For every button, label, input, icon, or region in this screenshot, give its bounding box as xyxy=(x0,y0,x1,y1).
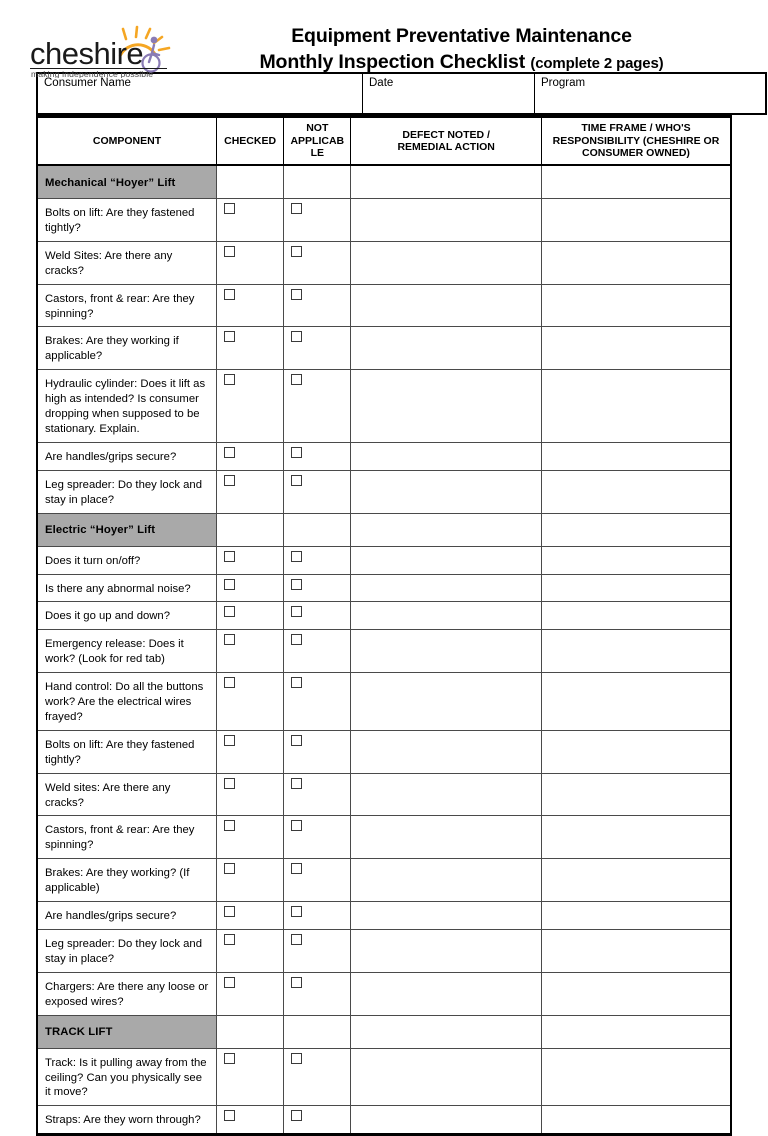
component-label: Are handles/grips secure? xyxy=(37,902,217,930)
table-row xyxy=(37,199,731,242)
section-blank-checked xyxy=(217,165,284,199)
component-label: Chargers: Are there any loose or exposed wires? xyxy=(37,972,217,1015)
form-area xyxy=(0,72,768,1136)
defect-entry-cell[interactable] xyxy=(351,902,542,930)
section-blank-time xyxy=(541,1015,731,1048)
not-applicable-cell[interactable] xyxy=(284,773,351,816)
checkbox-not-applicable[interactable] xyxy=(291,677,302,688)
table-row xyxy=(37,284,731,327)
checked-cell[interactable] xyxy=(217,859,284,902)
defect-entry-cell[interactable] xyxy=(351,602,542,630)
consumer-name-field[interactable] xyxy=(37,73,363,114)
defect-entry-cell[interactable] xyxy=(351,546,542,574)
defect-entry-cell[interactable] xyxy=(351,1106,542,1135)
column-header-defect xyxy=(351,117,542,166)
section-heading: Mechanical “Hoyer” Lift xyxy=(37,165,217,199)
not-applicable-cell[interactable] xyxy=(284,1048,351,1106)
not-applicable-cell[interactable] xyxy=(284,630,351,673)
time-frame-entry-cell[interactable] xyxy=(541,284,731,327)
checkbox-checked[interactable] xyxy=(224,203,235,214)
checkbox-checked[interactable] xyxy=(224,289,235,300)
component-label: Weld Sites: Are there any cracks? xyxy=(37,241,217,284)
section-blank-defect xyxy=(351,513,542,546)
title-line-2-note: (complete 2 pages) xyxy=(530,54,664,72)
not-applicable-cell[interactable] xyxy=(284,730,351,773)
time-frame-entry-cell[interactable] xyxy=(541,199,731,242)
table-row xyxy=(37,773,731,816)
checkbox-not-applicable[interactable] xyxy=(291,820,302,831)
table-row xyxy=(37,327,731,370)
time-frame-entry-cell[interactable] xyxy=(541,930,731,973)
component-label: Leg spreader: Do they lock and stay in place? xyxy=(37,930,217,973)
component-label: Bolts on lift: Are they fastened tightly? xyxy=(37,730,217,773)
page-title xyxy=(203,14,734,75)
not-applicable-cell[interactable] xyxy=(284,546,351,574)
table-row xyxy=(37,574,731,602)
section-blank-checked xyxy=(217,1015,284,1048)
not-applicable-cell[interactable] xyxy=(284,470,351,513)
time-frame-entry-cell[interactable] xyxy=(541,730,731,773)
table-row xyxy=(37,930,731,973)
checked-cell[interactable] xyxy=(217,442,284,470)
checked-cell[interactable] xyxy=(217,930,284,973)
component-label: Bolts on lift: Are they fastened tightly? xyxy=(37,199,217,242)
section-heading: TRACK LIFT xyxy=(37,1015,217,1048)
checkbox-checked[interactable] xyxy=(224,447,235,458)
component-label: Does it turn on/off? xyxy=(37,546,217,574)
defect-line-2: REMEDIAL ACTION xyxy=(397,141,495,153)
checked-cell[interactable] xyxy=(217,470,284,513)
table-row xyxy=(37,442,731,470)
defect-entry-cell[interactable] xyxy=(351,630,542,673)
component-label: Emergency release: Does it work? (Look for red tab) xyxy=(37,630,217,673)
component-label: Castors, front & rear: Are they spinning? xyxy=(37,284,217,327)
checkbox-checked[interactable] xyxy=(224,475,235,486)
table-row xyxy=(37,730,731,773)
component-label: Hand control: Do all the buttons work? Are the electrical wires frayed? xyxy=(37,673,217,731)
component-label: Are handles/grips secure? xyxy=(37,442,217,470)
date-label: Date xyxy=(369,77,394,89)
section-header-row xyxy=(37,165,731,199)
checkbox-checked[interactable] xyxy=(224,579,235,590)
table-row xyxy=(37,859,731,902)
component-label: Brakes: Are they working? (If applicable) xyxy=(37,859,217,902)
table-row xyxy=(37,816,731,859)
section-header-row xyxy=(37,513,731,546)
checked-cell[interactable] xyxy=(217,673,284,731)
checkbox-checked[interactable] xyxy=(224,778,235,789)
time-line-2: RESPONSIBILITY (CHESHIRE OR xyxy=(552,134,720,147)
time-frame-entry-cell[interactable] xyxy=(541,442,731,470)
checked-cell[interactable] xyxy=(217,730,284,773)
component-label: Straps: Are they worn through? xyxy=(37,1106,217,1135)
checkbox-checked[interactable] xyxy=(224,634,235,645)
consumer-info-table xyxy=(36,72,767,115)
table-row xyxy=(37,602,731,630)
defect-entry-cell[interactable] xyxy=(351,284,542,327)
checkbox-checked[interactable] xyxy=(224,934,235,945)
checked-cell[interactable] xyxy=(217,199,284,242)
time-frame-entry-cell[interactable] xyxy=(541,602,731,630)
section-blank-defect xyxy=(351,165,542,199)
component-label: Leg spreader: Do they lock and stay in place? xyxy=(37,470,217,513)
consumer-info-row xyxy=(37,73,766,114)
checkbox-not-applicable[interactable] xyxy=(291,579,302,590)
section-blank-na xyxy=(284,1015,351,1048)
table-row xyxy=(37,630,731,673)
checked-cell[interactable] xyxy=(217,902,284,930)
not-applicable-cell[interactable] xyxy=(284,1106,351,1135)
time-frame-entry-cell[interactable] xyxy=(541,574,731,602)
time-line-1: TIME FRAME / WHO'S xyxy=(581,122,691,135)
checkbox-not-applicable[interactable] xyxy=(291,246,302,257)
section-blank-defect xyxy=(351,1015,542,1048)
checked-cell[interactable] xyxy=(217,1048,284,1106)
table-row xyxy=(37,370,731,443)
table-row xyxy=(37,1106,731,1135)
checked-cell[interactable] xyxy=(217,602,284,630)
table-body xyxy=(37,165,731,1135)
not-applicable-cell[interactable] xyxy=(284,816,351,859)
checkbox-checked[interactable] xyxy=(224,1110,235,1121)
checkbox-not-applicable[interactable] xyxy=(291,289,302,300)
defect-entry-cell[interactable] xyxy=(351,199,542,242)
time-frame-entry-cell[interactable] xyxy=(541,773,731,816)
time-frame-entry-cell[interactable] xyxy=(541,673,731,731)
component-label: Does it go up and down? xyxy=(37,602,217,630)
not-applicable-cell[interactable] xyxy=(284,442,351,470)
time-frame-entry-cell[interactable] xyxy=(541,1106,731,1135)
checked-cell[interactable] xyxy=(217,546,284,574)
not-applicable-cell[interactable] xyxy=(284,327,351,370)
defect-entry-cell[interactable] xyxy=(351,730,542,773)
table-row xyxy=(37,1048,731,1106)
section-heading: Electric “Hoyer” Lift xyxy=(37,513,217,546)
component-label: Brakes: Are they working if applicable? xyxy=(37,327,217,370)
time-frame-entry-cell[interactable] xyxy=(541,241,731,284)
page-header xyxy=(0,0,768,78)
checkbox-checked[interactable] xyxy=(224,606,235,617)
not-applicable-cell[interactable] xyxy=(284,370,351,443)
title-line-2 xyxy=(203,50,720,76)
title-line-2-main: Monthly Inspection Checklist xyxy=(259,50,526,73)
checkbox-checked[interactable] xyxy=(224,1053,235,1064)
component-label: Hydraulic cylinder: Does it lift as high as intended? Is consumer dropping when supposed to be stationary. Explain. xyxy=(37,370,217,443)
checkbox-not-applicable[interactable] xyxy=(291,203,302,214)
section-blank-na xyxy=(284,513,351,546)
cheshire-logo-icon xyxy=(28,22,188,78)
table-row xyxy=(37,241,731,284)
section-blank-time xyxy=(541,513,731,546)
checkbox-checked[interactable] xyxy=(224,977,235,988)
not-applicable-cell[interactable] xyxy=(284,241,351,284)
table-row xyxy=(37,902,731,930)
checked-cell[interactable] xyxy=(217,816,284,859)
table-row xyxy=(37,673,731,731)
date-field[interactable] xyxy=(363,73,535,114)
checkbox-not-applicable[interactable] xyxy=(291,447,302,458)
table-row xyxy=(37,546,731,574)
checkbox-not-applicable[interactable] xyxy=(291,735,302,746)
column-header-time-frame xyxy=(541,117,731,166)
time-frame-entry-cell[interactable] xyxy=(541,630,731,673)
checkbox-checked[interactable] xyxy=(224,374,235,385)
table-header-row xyxy=(37,117,731,166)
time-frame-entry-cell[interactable] xyxy=(541,470,731,513)
checkbox-not-applicable[interactable] xyxy=(291,778,302,789)
defect-entry-cell[interactable] xyxy=(351,574,542,602)
checkbox-not-applicable[interactable] xyxy=(291,606,302,617)
component-label: Track: Is it pulling away from the ceiling? Can you physically see it move? xyxy=(37,1048,217,1106)
time-frame-entry-cell[interactable] xyxy=(541,546,731,574)
checkbox-not-applicable[interactable] xyxy=(291,634,302,645)
checkbox-not-applicable[interactable] xyxy=(291,1053,302,1064)
section-blank-na xyxy=(284,165,351,199)
time-frame-entry-cell[interactable] xyxy=(541,370,731,443)
program-field[interactable] xyxy=(535,73,767,114)
defect-entry-cell[interactable] xyxy=(351,673,542,731)
checkbox-not-applicable[interactable] xyxy=(291,1110,302,1121)
time-frame-entry-cell[interactable] xyxy=(541,1048,731,1106)
not-applicable-cell[interactable] xyxy=(284,930,351,973)
checked-cell[interactable] xyxy=(217,370,284,443)
logo-wordmark: cheshire xyxy=(30,36,144,71)
checked-cell[interactable] xyxy=(217,773,284,816)
time-frame-entry-cell[interactable] xyxy=(541,902,731,930)
section-header-row xyxy=(37,1015,731,1048)
checked-cell[interactable] xyxy=(217,241,284,284)
consumer-name-label: Consumer Name xyxy=(44,77,131,89)
checkbox-not-applicable[interactable] xyxy=(291,551,302,562)
column-header-component: COMPONENT xyxy=(37,117,217,166)
not-applicable-cell[interactable] xyxy=(284,859,351,902)
not-applicable-cell[interactable] xyxy=(284,199,351,242)
checkbox-not-applicable[interactable] xyxy=(291,331,302,342)
checkbox-not-applicable[interactable] xyxy=(291,475,302,486)
defect-entry-cell[interactable] xyxy=(351,442,542,470)
component-label: Weld sites: Are there any cracks? xyxy=(37,773,217,816)
section-blank-checked xyxy=(217,513,284,546)
program-label: Program xyxy=(541,77,586,89)
cheshire-logo xyxy=(28,14,203,78)
table-row xyxy=(37,470,731,513)
checked-cell[interactable] xyxy=(217,1106,284,1135)
defect-line-1: DEFECT NOTED / xyxy=(402,128,490,141)
checkbox-not-applicable[interactable] xyxy=(291,374,302,385)
checked-cell[interactable] xyxy=(217,284,284,327)
time-frame-entry-cell[interactable] xyxy=(541,816,731,859)
not-applicable-cell[interactable] xyxy=(284,574,351,602)
time-line-3: CONSUMER OWNED) xyxy=(582,147,690,160)
defect-entry-cell[interactable] xyxy=(351,1048,542,1106)
na-line-3: LE xyxy=(310,147,324,160)
component-label: Is there any abnormal noise? xyxy=(37,574,217,602)
defect-entry-cell[interactable] xyxy=(351,470,542,513)
checkbox-checked[interactable] xyxy=(224,820,235,831)
not-applicable-cell[interactable] xyxy=(284,284,351,327)
na-line-2: APPLICAB xyxy=(290,134,345,147)
defect-entry-cell[interactable] xyxy=(351,327,542,370)
checkbox-checked[interactable] xyxy=(224,677,235,688)
not-applicable-cell[interactable] xyxy=(284,902,351,930)
checkbox-not-applicable[interactable] xyxy=(291,863,302,874)
component-label: Castors, front & rear: Are they spinning? xyxy=(37,816,217,859)
checkbox-checked[interactable] xyxy=(224,735,235,746)
not-applicable-cell[interactable] xyxy=(284,602,351,630)
checkbox-not-applicable[interactable] xyxy=(291,906,302,917)
defect-entry-cell[interactable] xyxy=(351,241,542,284)
column-header-not-applicable xyxy=(284,117,351,166)
checked-cell[interactable] xyxy=(217,630,284,673)
checkbox-checked[interactable] xyxy=(224,551,235,562)
defect-entry-cell[interactable] xyxy=(351,930,542,973)
checkbox-checked[interactable] xyxy=(224,331,235,342)
na-line-1: NOT xyxy=(306,122,329,135)
defect-entry-cell[interactable] xyxy=(351,773,542,816)
not-applicable-cell[interactable] xyxy=(284,673,351,731)
checkbox-not-applicable[interactable] xyxy=(291,934,302,945)
checkbox-checked[interactable] xyxy=(224,906,235,917)
defect-entry-cell[interactable] xyxy=(351,370,542,443)
defect-entry-cell[interactable] xyxy=(351,859,542,902)
column-header-checked: CHECKED xyxy=(217,117,284,166)
time-frame-entry-cell[interactable] xyxy=(541,859,731,902)
inspection-checklist-table xyxy=(36,115,732,1136)
checked-cell[interactable] xyxy=(217,327,284,370)
checkbox-checked[interactable] xyxy=(224,863,235,874)
logo-tagline: making independence possible xyxy=(31,69,154,78)
title-line-1: Equipment Preventative Maintenance xyxy=(291,25,632,47)
checked-cell[interactable] xyxy=(217,574,284,602)
section-blank-time xyxy=(541,165,731,199)
defect-entry-cell[interactable] xyxy=(351,816,542,859)
checkbox-not-applicable[interactable] xyxy=(291,977,302,988)
checkbox-checked[interactable] xyxy=(224,246,235,257)
time-frame-entry-cell[interactable] xyxy=(541,327,731,370)
